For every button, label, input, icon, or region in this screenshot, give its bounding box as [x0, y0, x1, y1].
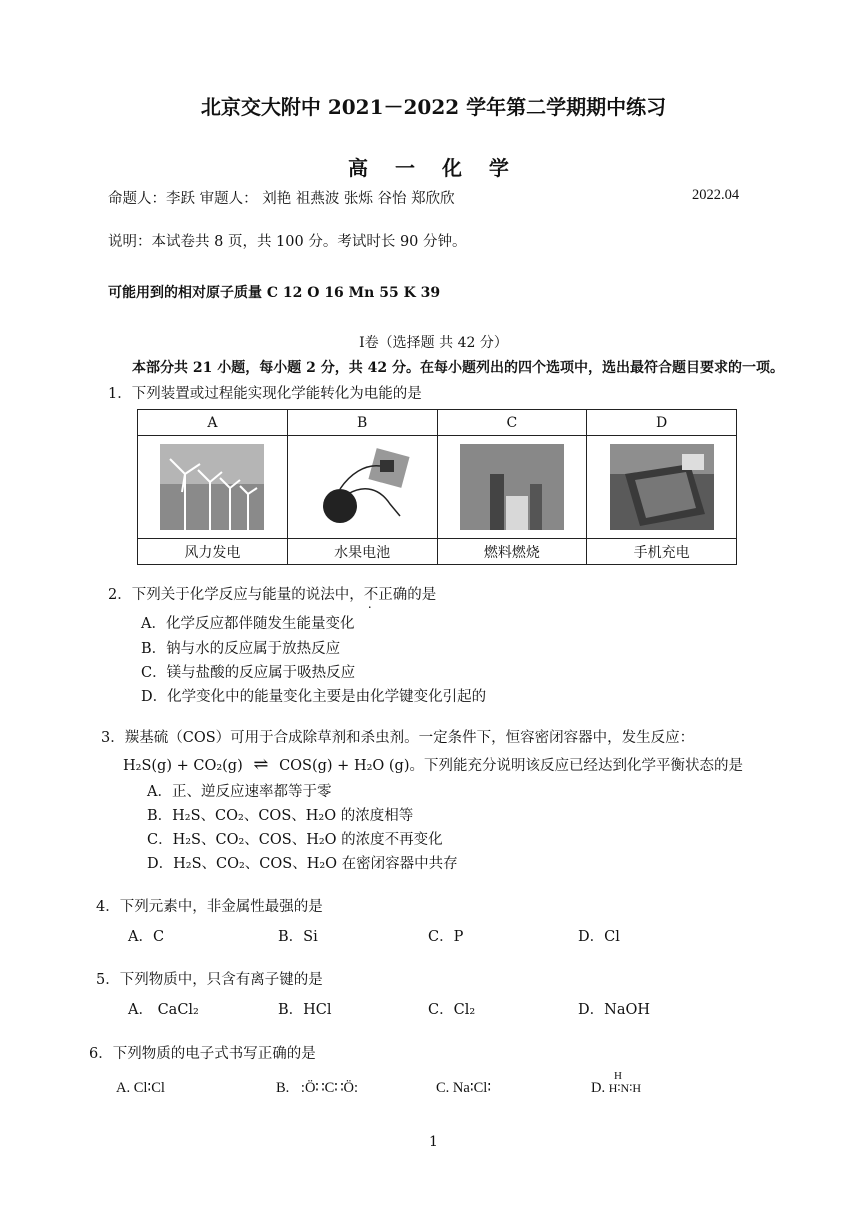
question-1-table — [137, 409, 737, 565]
q4-option-c: C．P — [428, 929, 464, 945]
q4-option-b: B．Si — [278, 929, 318, 945]
exam-date: 2022.04 — [692, 187, 740, 203]
q4-option-a: A．C — [128, 929, 165, 945]
authors-line: 命题人：李跃 审题人： 刘艳 祖燕波 张烁 谷怡 郑欣欣 — [108, 191, 455, 207]
q2-stem-pre: 2．下列关于化学反应与能量的说法中， — [108, 587, 364, 603]
table-header-c: C — [437, 410, 587, 436]
q2-stem-post: 的是 — [407, 587, 437, 603]
question-5-stem: 5．下列物质中，只含有离子键的是 — [96, 972, 323, 988]
exam-note: 说明：本试卷共 8 页，共 100 分。考试时长 90 分钟。 — [108, 234, 467, 250]
q2-stem-emphasis: 不正确 ․ — [364, 587, 408, 603]
fruit-battery-photo-icon — [310, 444, 414, 530]
subject-title: 高 一 化 学 — [348, 156, 519, 180]
q6-option-b — [276, 1080, 358, 1097]
q6-option-c — [436, 1080, 491, 1097]
section-title: Ⅰ卷（选择题 共 42 分） — [359, 335, 508, 351]
question-4-stem: 4．下列元素中，非金属性最强的是 — [96, 899, 323, 915]
q2-option-b: B．钠与水的反应属于放热反应 — [141, 641, 341, 657]
q3-option-a: A．正、逆反应速率都等于零 — [147, 784, 332, 800]
q3-eq-right: COS(g) + H₂O (g)。下列能充分说明该反应已经达到化学平衡状态的是 — [279, 758, 743, 774]
q5-option-b: B．HCl — [278, 1002, 332, 1018]
q6-label-b: B. — [276, 1080, 290, 1096]
q2-option-d: D．化学变化中的能量变化主要是由化学键变化引起的 — [141, 689, 487, 705]
question-1-stem: 1．下列装置或过程能实现化学能转化为电能的是 — [108, 386, 422, 402]
section-description: 本部分共 21 小题，每小题 2 分，共 42 分。在每小题列出的四个选项中，选出最符合题目要求的一项。 — [132, 360, 784, 376]
question-6-stem: 6．下列物质的电子式书写正确的是 — [89, 1046, 316, 1062]
q3-option-d: D．H₂S、CO₂、COS、H₂O 在密闭容器中共存 — [147, 856, 458, 872]
q6-formula-a: Cl∶Cl — [133, 1080, 165, 1096]
q6-formula-d-top: H — [614, 1070, 622, 1082]
equilibrium-arrow-icon: ⇌ — [253, 754, 269, 775]
q5-option-a: A． CaCl₂ — [128, 1002, 199, 1018]
q6-option-d — [591, 1080, 641, 1097]
caption-d: 手机充电 — [587, 539, 737, 565]
q6-formula-c-extra: ∶Cl∶ — [469, 1080, 492, 1096]
q6-label-d: D. — [591, 1080, 606, 1096]
fuel-burning-photo-icon — [460, 444, 564, 530]
q3-eq-left: H₂S(g) + CO₂(g) — [123, 758, 243, 774]
caption-b: 水果电池 — [287, 539, 437, 565]
q3-option-b: B．H₂S、CO₂、COS、H₂O 的浓度相等 — [147, 808, 414, 824]
caption-c: 燃料燃烧 — [437, 539, 587, 565]
q6-formula-b: :Ö∷C∷Ö: — [300, 1080, 359, 1096]
q6-label-c: C. — [436, 1080, 450, 1096]
q5-option-d: D．NaOH — [578, 1002, 650, 1018]
question-3-stem: 3．羰基硫（COS）可用于合成除草剂和杀虫剂。一定条件下，恒容密闭容器中，发生反应： — [101, 730, 695, 746]
table-header-d: D — [587, 410, 737, 436]
table-header-b: B — [287, 410, 437, 436]
question-2-stem — [108, 587, 436, 604]
caption-a: 风力发电 — [138, 539, 288, 565]
q6-label-a: A. — [116, 1080, 131, 1096]
wind-turbine-photo-icon — [160, 444, 264, 530]
page-number: 1 — [429, 1134, 438, 1150]
exam-title: 北京交大附中 2021－2022 学年第二学期期中练习 — [200, 95, 667, 119]
q3-option-c: C．H₂S、CO₂、COS、H₂O 的浓度不再变化 — [147, 832, 443, 848]
table-header-a: A — [138, 410, 288, 436]
question-3-equation — [123, 755, 743, 776]
q5-option-c: C．Cl₂ — [428, 1002, 476, 1018]
atomic-mass-line: 可能用到的相对原子质量 C 12 O 16 Mn 55 K 39 — [108, 285, 441, 301]
phone-charging-photo-icon — [610, 444, 714, 530]
q4-option-d: D．Cl — [578, 929, 620, 945]
q2-option-c: C．镁与盐酸的反应属于吸热反应 — [141, 665, 356, 681]
q6-formula-d: H∶N∶H — [608, 1081, 641, 1095]
q2-option-a: A．化学反应都伴随发生能量变化 — [141, 616, 355, 632]
q6-formula-c: Na — [452, 1080, 470, 1096]
q6-option-a — [116, 1080, 165, 1097]
